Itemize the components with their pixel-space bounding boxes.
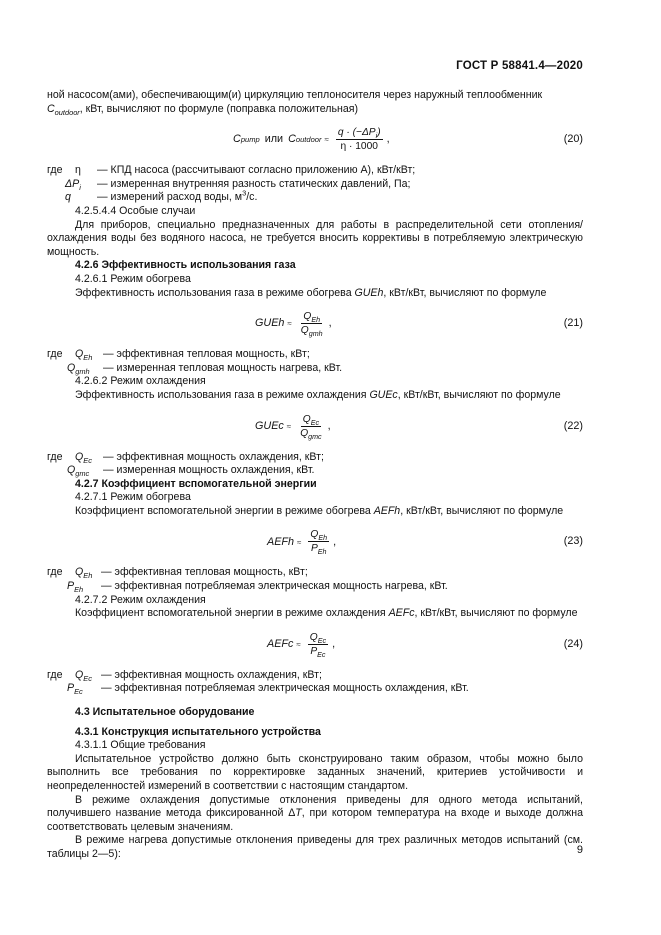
page-content	[47, 89, 583, 862]
formula-20: C pump или C outdoor ≈ $\frac{q \cdot (-\Delta P_i)}{\eta \cdot 1000}$ , (20)	[233, 127, 583, 153]
section-4-3-1-1-title: 4.3.1.1 Общие требования	[75, 739, 206, 752]
definitions-22: где $Q_{Ec}$ — эффективная мощность охлаждения, кВт; $Q_{gmc}$ — измеренная мощность охлаждения, кВт.	[47, 450, 324, 479]
formula-number: (22)	[563, 419, 583, 432]
section-4-3-1-title: 4.3.1 Конструкция испытательного устройства	[75, 725, 321, 738]
formula-number: (20)	[563, 133, 583, 146]
section-4-2-6-title: 4.2.6 Эффективность использования газа	[75, 259, 296, 272]
section-4-3-title: 4.3 Испытательное оборудование	[75, 706, 255, 719]
formula-number: (21)	[563, 317, 583, 330]
section-4-2-5-4-4-title: 4.2.5.4.4 Особые случаи	[75, 204, 196, 217]
section-4-2-6-1-text: Эффективность использования газа в режиме обогрева GUEh, кВт/кВт, вычисляют по формуле	[75, 286, 547, 299]
formula-number: (23)	[563, 535, 583, 548]
section-4-3-1-1-p2: В режиме охлаждения допустимые отклонения приведены для одного метода испытаний, получившего название метода фиксированной ΔT, при котором температура на входе и выходе должна соответствовать целевым значениям.	[47, 793, 584, 833]
section-4-2-6-2-title: 4.2.6.2 Режим охлаждения	[75, 375, 206, 388]
definitions-23: где $Q_{Eh}$ — эффективная тепловая мощность, кВт; $P_{Eh}$ — эффективная потребляемая электрическая мощность нагрева, кВт.	[47, 566, 448, 595]
definitions-21: где $Q_{Eh}$ — эффективная тепловая мощность, кВт; $Q_{gmh}$ — измеренная тепловая мощность нагрева, кВт.	[47, 348, 343, 376]
section-4-2-7-1-title: 4.2.7.1 Режим обогрева	[75, 491, 191, 504]
intro-paragraph: ной насосом(ами), обеспечивающим(и) циркуляцию теплоносителя через наружный теплообменник $C_{outdoor}$, кВт, вычисляют по формуле (поправка положительная)	[47, 89, 543, 117]
formula-24-fraction: $\frac{Q_{Ec}}{P_{Ec}}$	[309, 631, 327, 659]
formula-number: (24)	[563, 637, 583, 650]
definitions-20: где η — КПД насоса (рассчитывают согласно приложению А), кВт/кВт; $\Delta P_i$ — измеренная внутренняя разность статических давлений, Па; q — измерений расход воды, $м^3/с$.	[47, 164, 416, 204]
formula-23: AEFh ≈ $\frac{Q_{Eh}}{P_{Eh}}$ , (23)	[267, 529, 583, 557]
formula-21: GUEh ≈ $\frac{Q_{Eh}}{Q_{gmh}}$ , (21)	[255, 311, 583, 339]
section-4-2-6-2-text: Эффективность использования газа в режиме охлаждения GUEc, кВт/кВт, вычисляют по формуле	[75, 388, 561, 401]
section-4-2-6-1-title: 4.2.6.1 Режим обогрева	[75, 272, 191, 285]
section-4-2-7-2-title: 4.2.7.2 Режим охлаждения	[75, 593, 206, 606]
formula-22-fraction: $\frac{Q_{Ec}}{Q_{gmc}}$	[300, 413, 322, 441]
section-4-2-7-1-text: Коэффициент вспомогательной энергии в режиме обогрева AEFh, кВт/кВт, вычисляют по формуле	[75, 504, 564, 517]
formula-23-fraction: $\frac{Q_{Eh}}{P_{Eh}}$	[310, 529, 328, 557]
formula-20-fraction: $\frac{q \cdot (-\Delta P_i)}{\eta \cdot 1000}$	[337, 127, 381, 153]
section-4-2-7-title: 4.2.7 Коэффициент вспомогательной энергии	[75, 477, 317, 490]
section-4-2-7-2-text: Коэффициент вспомогательной энергии в режиме охлаждения AEFc, кВт/кВт, вычисляют по формуле	[75, 607, 578, 620]
definitions-24: где $Q_{Ec}$ — эффективная мощность охлаждения, кВт; $P_{Ec}$ — эффективная потребляемая электрическая мощность охлаждения, кВт.	[47, 668, 469, 697]
page-number: 9	[576, 844, 583, 856]
header-standard: ГОСТ Р 58841.4—2020	[456, 60, 583, 72]
section-4-3-1-1-p1: Испытательное устройство должно быть сконструировано таким образом, чтобы можно было выполнить все требования по корректировке заданных значений, критериев устойчивости и неопределенностей измерений в соответствии с настоящим стандартом.	[47, 752, 583, 792]
section-4-2-5-4-4-text: Для приборов, специально предназначенных для работы в распределительной сети отопления/охлаждения воды без водяного насоса, не требуется вносить коррективы в потребляемую электрическую мощность.	[47, 218, 583, 258]
formula-24: AEFc ≈ $\frac{Q_{Ec}}{P_{Ec}}$ , (24)	[267, 631, 583, 659]
formula-22: GUEc ≈ $\frac{Q_{Ec}}{Q_{gmc}}$ , (22)	[255, 413, 583, 441]
section-4-3-1-1-p3: В режиме нагрева допустимые отклонения приведены для трех различных методов испытаний (см. таблицы 2—5):	[47, 834, 583, 860]
formula-21-fraction: $\frac{Q_{Eh}}{Q_{gmh}}$	[300, 311, 323, 339]
